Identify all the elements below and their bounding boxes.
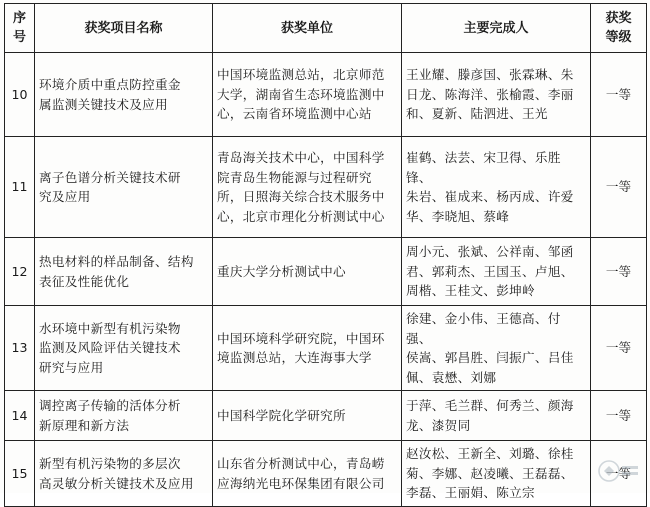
award-level: 一等 — [591, 137, 647, 238]
main-contributors: 崔鹤、法芸、宋卫得、乐胜锋、 朱岩、崔成来、杨丙成、许爱 华、李晓旭、蔡峰 — [402, 137, 591, 238]
row-number: 15 — [5, 441, 35, 507]
row-number: 10 — [5, 53, 35, 137]
main-contributors: 于萍、毛兰群、何秀兰、颜海 龙、漆贺同 — [402, 391, 591, 441]
project-name: 新型有机污染物的多层次 高灵敏分析关键技术及应用 — [35, 441, 213, 507]
project-name: 调控离子传输的活体分析 新原理和新方法 — [35, 391, 213, 441]
award-unit: 中国环境监测总站，北京师范 大学，湖南省生态环境监测中 心，云南省环境监测中心站 — [213, 53, 402, 137]
site-watermark-icon — [596, 457, 642, 487]
header-project-name: 获奖项目名称 — [35, 4, 213, 53]
main-contributors: 徐建、金小伟、王德高、付强、 侯嵩、郭昌胜、闫振广、吕佳 佩、袁懋、刘娜 — [402, 306, 591, 391]
main-contributors: 王业耀、滕彦国、张霖琳、朱 日龙、陈海洋、张榆霞、李丽 和、夏新、陆泗进、王光 — [402, 53, 591, 137]
award-level: 一等 — [591, 441, 647, 507]
table-row — [5, 306, 647, 391]
award-unit: 重庆大学分析测试中心 — [213, 238, 402, 306]
row-number: 13 — [5, 306, 35, 391]
row-number: 14 — [5, 391, 35, 441]
row-number: 12 — [5, 238, 35, 306]
project-name: 水环境中新型有机污染物 监测及风险评估关键技术 研究与应用 — [35, 306, 213, 391]
table-row — [5, 391, 647, 441]
award-level: 一等 — [591, 306, 647, 391]
main-contributors: 赵汝松、王新全、刘璐、徐桂 菊、李娜、赵凌曦、王磊磊、 李磊、王丽娟、陈立宗 — [402, 441, 591, 507]
row-number: 11 — [5, 137, 35, 238]
table-row — [5, 137, 647, 238]
award-unit: 中国环境科学研究院，中国环 境监测总站，大连海事大学 — [213, 306, 402, 391]
table-header — [5, 4, 647, 53]
awards-table — [4, 3, 647, 507]
award-unit: 青岛海关技术中心，中国科学 院青岛生物能源与过程研究 所，日照海关综合技术服务中 心，北京市理化分析测试中心 — [213, 137, 402, 238]
header-main-contributors: 主要完成人 — [402, 4, 591, 53]
table-row — [5, 238, 647, 306]
award-level: 一等 — [591, 391, 647, 441]
header-award-level: 获奖 等级 — [591, 4, 647, 53]
header-row — [5, 4, 647, 53]
table-body — [5, 53, 647, 507]
project-name: 热电材料的样品制备、结构 表征及性能优化 — [35, 238, 213, 306]
main-contributors: 周小元、张斌、公祥南、邹函 君、郭莉杰、王国玉、卢旭、 周楷、王桂文、彭坤岭 — [402, 238, 591, 306]
award-unit: 山东省分析测试中心，青岛崂 应海纳光电环保集团有限公司 — [213, 441, 402, 507]
table-row — [5, 53, 647, 137]
award-level: 一等 — [591, 53, 647, 137]
project-name: 离子色谱分析关键技术研 究及应用 — [35, 137, 213, 238]
award-level: 一等 — [591, 238, 647, 306]
header-award-unit: 获奖单位 — [213, 4, 402, 53]
award-unit: 中国科学院化学研究所 — [213, 391, 402, 441]
table-row — [5, 441, 647, 507]
header-no: 序 号 — [5, 4, 35, 53]
project-name: 环境介质中重点防控重金 属监测关键技术及应用 — [35, 53, 213, 137]
